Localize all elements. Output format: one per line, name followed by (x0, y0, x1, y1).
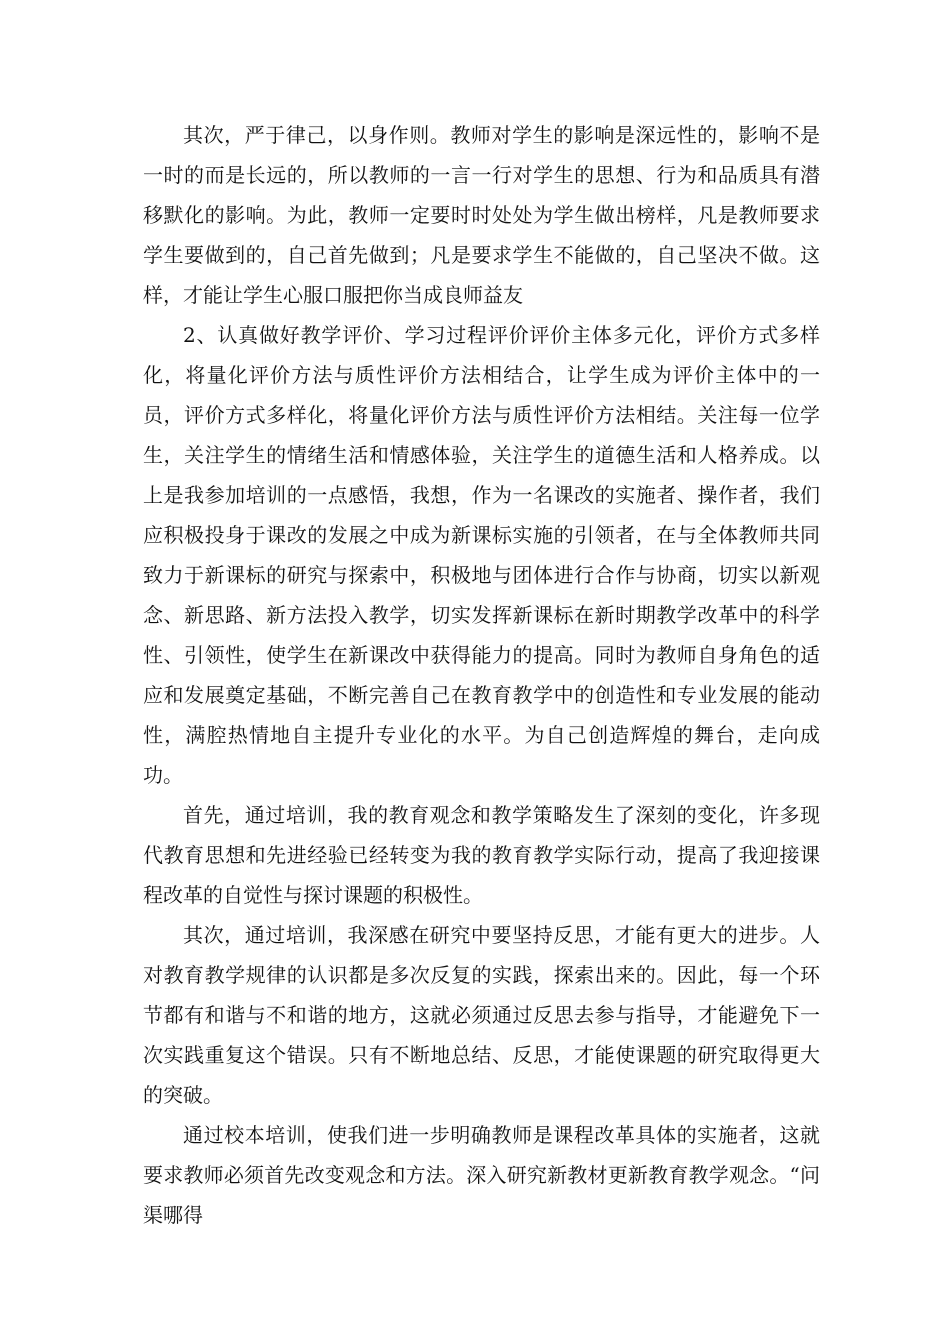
paragraph-first-training-gain: 首先，通过培训，我的教育观念和教学策略发生了深刻的变化，许多现代教育思想和先进经验已经转变为我的教育教学实际行动，提高了我迎接课程改革的自觉性与探讨课题的积极性。 (143, 803, 820, 907)
paragraph-teaching-evaluation: 2、认真做好教学评价、学习过程评价评价主体多元化，评价方式多样化，将量化评价方法与质性评价方法相结合，让学生成为评价主体中的一员，评价方式多样化，将量化评价方法与质性评价方法相结。关注每一位学生，关注学生的情绪生活和情感体验，关注学生的道德生活和人格养成。以上是我参加培训的一点感悟，我想，作为一名课改的实施者、操作者，我们应积极投身于课改的发展之中成为新课标实施的引领者，在与全体教师共同致力于新课标的研究与探索中，积极地与团体进行合作与协商，切实以新观念、新思路、新方法投入教学，切实发挥新课标在新时期教学改革中的科学性、引领性，使学生在新课改中获得能力的提高。同时为教师自身角色的适应和发展奠定基础，不断完善自己在教育教学中的创造性和专业发展的能动性，满腔热情地自主提升专业化的水平。为自己创造辉煌的舞台，走向成功。 (143, 323, 820, 787)
paragraph-school-training: 通过校本培训，使我们进一步明确教师是课程改革具体的实施者，这就要求教师必须首先改变观念和方法。深入研究新教材更新教育教学观念。“问渠哪得 (143, 1123, 820, 1227)
paragraph-self-discipline: 其次，严于律己，以身作则。教师对学生的影响是深远性的，影响不是一时的而是长远的，所以教师的一言一行对学生的思想、行为和品质具有潜移默化的影响。为此，教师一定要时时处处为学生做出榜样，凡是教师要求学生要做到的，自己首先做到；凡是要求学生不能做的，自己坚决不做。这样，才能让学生心服口服把你当成良师益友 (143, 123, 820, 307)
paragraph-reflection: 其次，通过培训，我深感在研究中要坚持反思，才能有更大的进步。人对教育教学规律的认识都是多次反复的实践，探索出来的。因此，每一个环节都有和谐与不和谐的地方，这就必须通过反思去参与指导，才能避免下一次实践重复这个错误。只有不断地总结、反思，才能使课题的研究取得更大的突破。 (143, 923, 820, 1107)
